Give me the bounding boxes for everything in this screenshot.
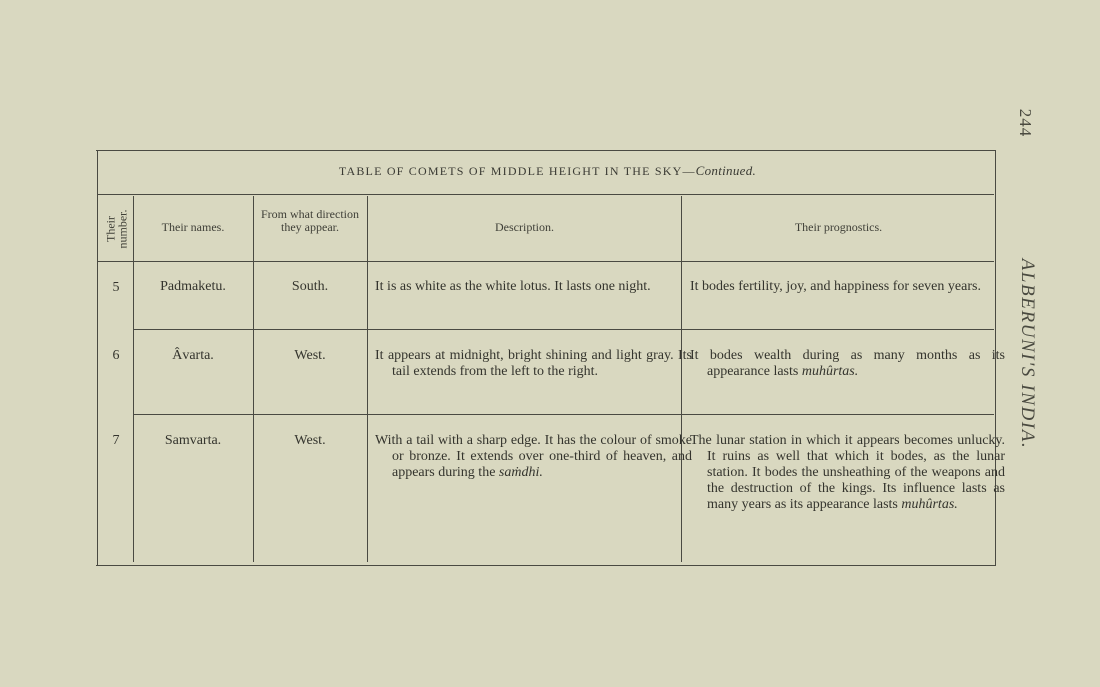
row-7-description-term: saṁdhi.: [498, 465, 543, 480]
row-7-prognostics: [690, 433, 1005, 513]
page-number: 244: [1016, 108, 1035, 138]
row-7-description-text: With a tail with a sharp edge. It has the colour of smoke or bronze. It extends over one-third of heaven, and appears during the: [375, 433, 692, 480]
row-7-number: 7: [112, 433, 120, 448]
row-6-number: 6: [112, 348, 120, 363]
row-6-direction: West.: [294, 348, 326, 363]
row-6-prognostics-text: It bodes wealth during as many months as its appearance lasts: [690, 348, 1005, 379]
row-6-description: It appears at midnight, bright shining and light gray. Its tail extends from the left to the right.: [375, 348, 692, 379]
caption-bottom-rule: [98, 194, 994, 195]
row-6-prognostics-term: muhûrtas.: [801, 364, 859, 379]
header-description: Description.: [495, 220, 554, 234]
row-6-name: Âvarta.: [172, 348, 214, 363]
col-divider-3: [367, 196, 368, 562]
row-7-name: Samvarta.: [164, 433, 222, 448]
row-6-bottom-rule: [134, 414, 994, 415]
header-number: Their number.: [103, 209, 130, 249]
row-7-prognostics-text: The lunar station in which it appears becomes unlucky. It ruins as well that which it bodes, as the lunar station. It bodes the unsheathing of the weapons and the destruction of the kings. Its influence lasts as many years as its appearance lasts: [690, 433, 1005, 512]
row-5-direction: South.: [291, 279, 329, 294]
table-bottom-rule: [96, 565, 996, 566]
header-direction: From what direction they appear.: [261, 207, 359, 234]
row-5-bottom-rule: [134, 329, 994, 330]
row-5-description: It is as white as the white lotus. It lasts one night.: [375, 279, 651, 294]
row-7-description: [375, 433, 692, 481]
header-bottom-rule: [98, 261, 994, 262]
row-5-number: 5: [112, 280, 120, 295]
table-caption: [100, 163, 995, 179]
table-caption-continued: Continued.: [695, 163, 757, 178]
running-title: ALBERUNI'S INDIA.: [1017, 258, 1038, 450]
row-6-prognostics: [690, 348, 1005, 380]
header-prognostics: Their prognostics.: [794, 220, 883, 234]
table-top-rule: [96, 150, 996, 151]
row-7-prognostics-term: muhûrtas.: [901, 497, 958, 512]
col-divider-2: [253, 196, 254, 562]
row-5-name: Padmaketu.: [160, 279, 226, 294]
table-caption-main: TABLE OF COMETS OF MIDDLE HEIGHT IN THE SKY—: [338, 164, 696, 178]
row-5-prognostics: It bodes fertility, joy, and happiness for seven years.: [690, 279, 981, 294]
header-names: Their names.: [161, 220, 225, 234]
row-7-direction: West.: [294, 433, 326, 448]
header-number-cell: [98, 198, 134, 260]
